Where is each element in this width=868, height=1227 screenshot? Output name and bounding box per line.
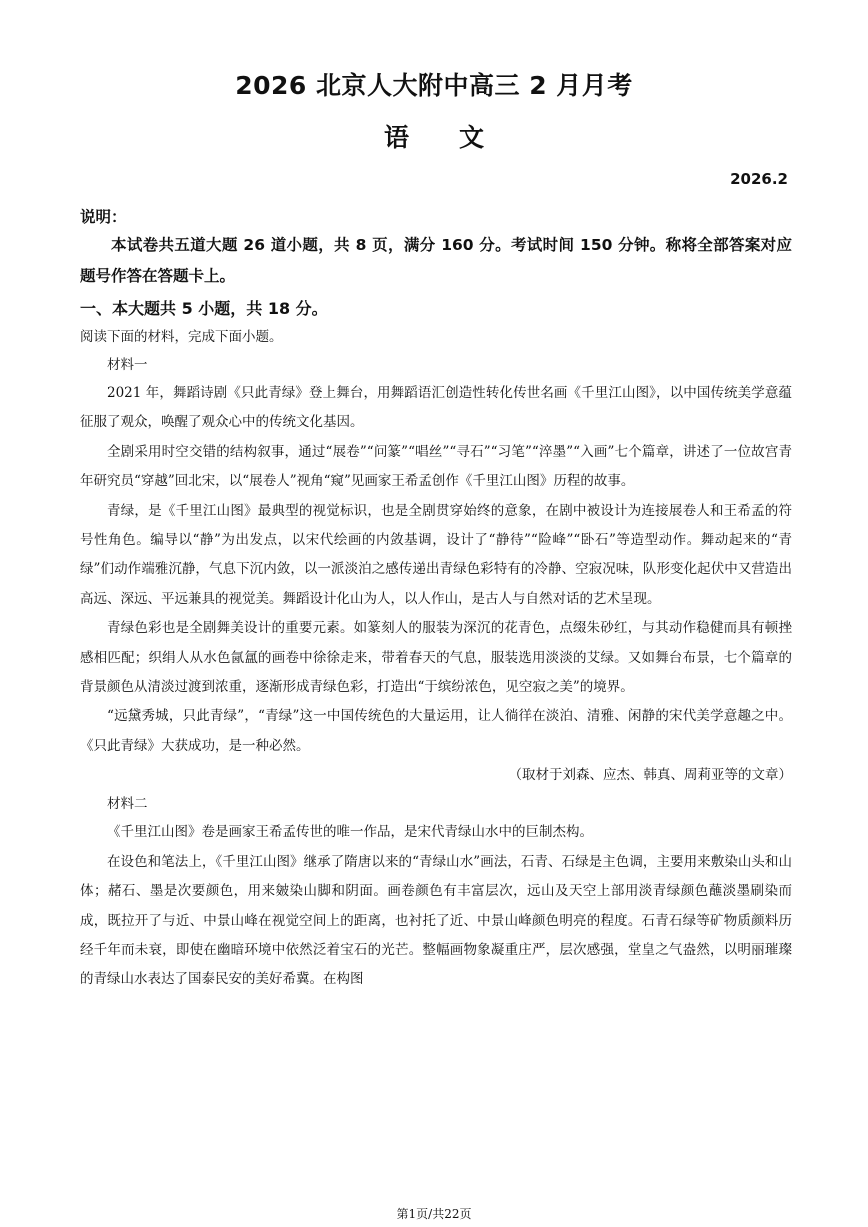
material-2-label: 材料二 [107, 796, 148, 813]
subject-title: 语 文 [383, 123, 484, 152]
instructions-label: 说明： [80, 208, 127, 226]
instructions-text: 本试卷共五道大题 26 道小题，共 8 页，满分 160 分。考试时间 150 分钟。称将全部答案对应题号作答在答题卡上。 [80, 236, 792, 285]
material-1-paragraph: 青绿色彩也是全剧舞美设计的重要元素。如篆刻人的服装为深沉的花青色，点缀朱砂红，与其动作稳健而具有顿挫感相匹配；织绢人从水色氤氲的画卷中徐徐走来，带着春天的气息，服装选用淡淡的艾绿。又如舞台布景，七个篇章的背景颜色从清淡过渡到浓重，逐渐形成青绿色彩，打造出“于缤纷浓色，见空寂之美”的境界。 [80, 620, 792, 696]
section-prompt: 阅读下面的材料，完成下面小题。 [80, 329, 283, 345]
page-number: 第1页/共22页 [396, 1207, 472, 1221]
page-title: 2026 北京人大附中高三 2 月月考 [235, 71, 633, 100]
document-body [80, 204, 792, 995]
material-1-paragraph: 2021 年，舞蹈诗剧《只此青绿》登上舞台，用舞蹈语汇创造性转化传世名画《千里江山图》，以中国传统美学意蕴征服了观众，唤醒了观众心中的传统文化基因。 [80, 385, 792, 431]
material-1-paragraph: 青绿，是《千里江山图》最典型的视觉标识，也是全剧贯穿始终的意象，在剧中被设计为连接展卷人和王希孟的符号性角色。编导以“静”为出发点，以宋代绘画的内敛基调，设计了“静待”“险峰”“卧石”等造型动作。舞动起来的“青绿”们动作端雅沉静，气息下沉内敛，以一派淡泊之感传递出青绿色彩特有的冷静、空寂况味，队形变化起伏中又营造出高远、深远、平远兼具的视觉美。舞蹈设计化山为人，以人作山，是古人与自然对话的艺术呈现。 [80, 502, 792, 607]
material-2-paragraph: 在设色和笔法上，《千里江山图》继承了隋唐以来的“青绿山水”画法，石青、石绿是主色调，主要用来敷染山头和山体；赭石、墨是次要颜色，用来皴染山脚和阴面。画卷颜色有丰富层次，远山及天空上部用淡青绿颜色蘸淡墨刷染而成，既拉开了与近、中景山峰在视觉空间上的距离，也衬托了近、中景山峰颜色明亮的程度。石青石绿等矿物质颜料历经千年而未衰，即使在幽暗环境中依然泛着宝石的光芒。整幅画物象凝重庄严，层次感强，堂皇之气盎然，以明丽璀璨的青绿山水表达了国泰民安的美好希冀。在构图 [80, 853, 792, 988]
section-heading: 一、本大题共 5 小题，共 18 分。 [80, 299, 328, 318]
exam-date: 2026.2 [730, 170, 788, 188]
material-1-source: （取材于刘森、应杰、韩真、周莉亚等的文章） [508, 767, 792, 784]
material-1-paragraph: 全剧采用时空交错的结构叙事，通过“展卷”“问篆”“唱丝”“寻石”“习笔”“淬墨”“入画”七个篇章，讲述了一位故宫青年研究员“穿越”回北宋，以“展卷人”视角“窥”见画家王希孟创作《千里江山图》历程的故事。 [80, 443, 792, 490]
material-1-paragraph: “远黛秀城，只此青绿”，“青绿”这一中国传统色的大量运用，让人徜徉在淡泊、清雅、闲静的宋代美学意趣之中。《只此青绿》大获成功，是一种必然。 [80, 708, 792, 754]
material-1-label: 材料一 [107, 357, 148, 373]
material-2-paragraph: 《千里江山图》卷是画家王希孟传世的唯一作品，是宋代青绿山水中的巨制杰构。 [107, 824, 593, 841]
